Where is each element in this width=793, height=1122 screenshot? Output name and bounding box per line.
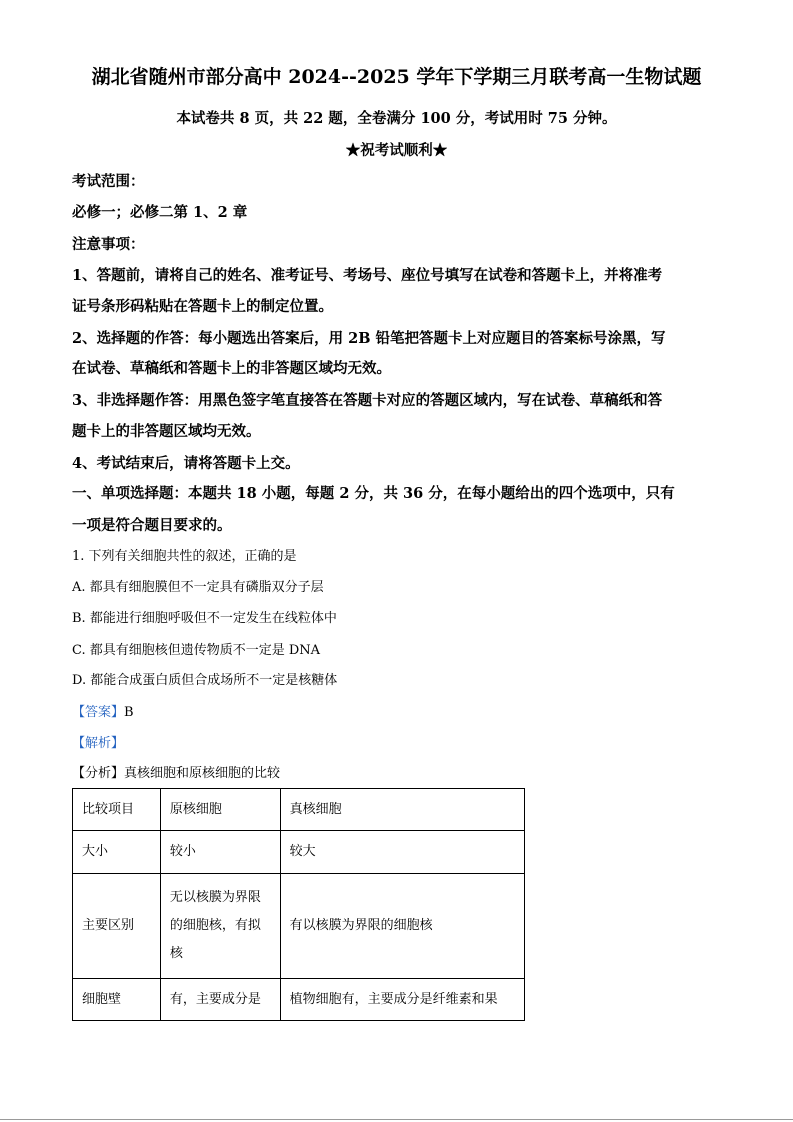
section-heading-cont: 一项是符合题目要求的。 <box>72 517 232 534</box>
question-stem: 1. 下列有关细胞共性的叙述，正确的是 <box>72 549 297 564</box>
answer-tag: 【答案】 <box>72 705 125 720</box>
answer-line <box>72 701 134 720</box>
page-bottom-divider <box>0 1119 793 1120</box>
note-line: 4、考试结束后，请将答题卡上交。 <box>72 455 300 472</box>
option-d: D. 都能合成蛋白质但合成场所不一定是核糖体 <box>72 673 338 688</box>
table-cell: 较大 <box>280 831 524 874</box>
note-line: 在试卷、草稿纸和答题卡上的非答题区域均无效。 <box>72 360 391 377</box>
note-line: 2、选择题的作答：每小题选出答案后，用 2B 铅笔把答题卡上对应题目的答案标号涂黑，写 <box>72 330 666 347</box>
table-cell: 主要区别 <box>73 874 161 979</box>
notes-label: 注意事项： <box>72 236 145 253</box>
table-cell: 植物细胞有，主要成分是纤维素和果 <box>280 979 524 1021</box>
analysis-intro: 【分析】真核细胞和原核细胞的比较 <box>72 766 281 781</box>
note-line: 题卡上的非答题区域均无效。 <box>72 423 261 440</box>
comparison-table <box>72 788 525 1021</box>
table-cell: 真核细胞 <box>280 789 524 831</box>
note-line: 1、答题前，请将自己的姓名、准考证号、考场号、座位号填写在试卷和答题卡上，并将准考 <box>72 267 663 284</box>
answer-value: B <box>124 705 134 720</box>
table-row <box>73 831 525 874</box>
table-cell: 细胞壁 <box>73 979 161 1021</box>
table-cell: 有以核膜为界限的细胞核 <box>280 874 524 979</box>
table-row <box>73 789 525 831</box>
document-title: 湖北省随州市部分高中 2024--2025 学年下学期三月联考高一生物试题 <box>91 66 702 88</box>
table-cell: 有，主要成分是 <box>160 979 280 1021</box>
note-line: 3、非选择题作答：用黑色签字笔直接答在答题卡对应的答题区域内，写在试卷、草稿纸和答 <box>72 392 663 409</box>
table-row <box>73 874 525 979</box>
scope-label: 考试范围： <box>72 173 145 190</box>
option-b: B. 都能进行细胞呼吸但不一定发生在线粒体中 <box>72 611 337 626</box>
table-cell: 比较项目 <box>73 789 161 831</box>
table-cell: 无以核膜为界限的细胞核，有拟核 <box>160 874 280 979</box>
analysis-tag: 【解析】 <box>72 736 125 751</box>
good-luck-line: ★祝考试顺利★ <box>345 142 448 159</box>
exam-info: 本试卷共 8 页，共 22 题，全卷满分 100 分，考试用时 75 分钟。 <box>176 110 617 127</box>
option-a: A. 都具有细胞膜但不一定具有磷脂双分子层 <box>72 580 324 595</box>
table-row <box>73 979 525 1021</box>
table-cell: 原核细胞 <box>160 789 280 831</box>
option-c: C. 都具有细胞核但遗传物质不一定是 DNA <box>72 643 321 658</box>
note-line: 证号条形码粘贴在答题卡上的制定位置。 <box>72 298 333 315</box>
table-cell: 大小 <box>73 831 161 874</box>
table-cell: 较小 <box>160 831 280 874</box>
section-heading: 一、单项选择题：本题共 18 小题，每题 2 分，共 36 分，在每小题给出的四个选项中，只有 <box>72 485 675 502</box>
scope-text: 必修一；必修二第 1、2 章 <box>72 204 248 221</box>
